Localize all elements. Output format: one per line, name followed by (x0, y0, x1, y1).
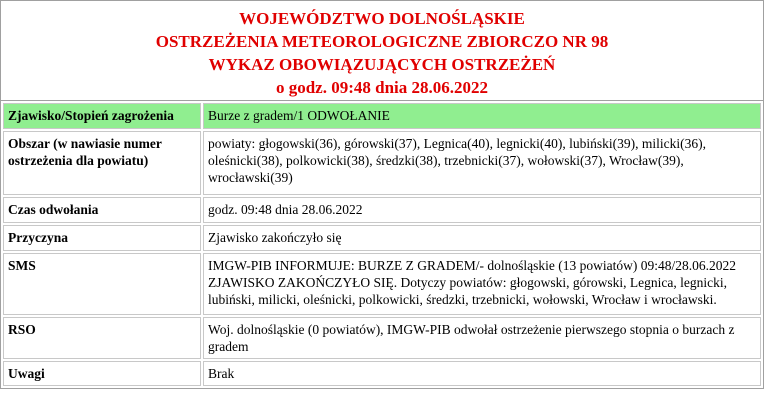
table-row (3, 225, 761, 251)
sms-label: SMS (3, 253, 201, 315)
area-label: Obszar (w nawiasie numer ostrzeżenia dla powiatu) (3, 131, 201, 195)
table-row (3, 197, 761, 223)
cancel-time-value: godz. 09:48 dnia 28.06.2022 (203, 197, 761, 223)
cancel-time-label: Czas odwołania (3, 197, 201, 223)
rso-value: Woj. dolnośląskie (0 powiatów), IMGW-PIB odwołał ostrzeżenie pierwszego stopnia o burzach z gradem (203, 317, 761, 359)
phenomenon-label: Zjawisko/Stopień zagrożenia (3, 103, 201, 129)
header-bulletin-number: OSTRZEŻENIA METEOROLOGICZNE ZBIORCZO NR 98 (155, 32, 609, 51)
warning-table (0, 100, 764, 389)
header-list-title: WYKAZ OBOWIĄZUJĄCYCH OSTRZEŻEŃ (208, 55, 556, 74)
table-row (3, 131, 761, 195)
remarks-label: Uwagi (3, 361, 201, 386)
area-value: powiaty: głogowski(36), górowski(37), Legnica(40), legnicki(40), lubiński(39), milicki(36), oleśnicki(38), polkowicki(38), średzki(38), trzebnicki(37), wołowski(37), Wrocław(39), wrocławski(39) (203, 131, 761, 195)
table-row (3, 253, 761, 315)
table-row (3, 103, 761, 129)
reason-label: Przyczyna (3, 225, 201, 251)
remarks-value: Brak (203, 361, 761, 386)
phenomenon-value: Burze z gradem/1 ODWOŁANIE (203, 103, 761, 129)
table-row (3, 361, 761, 386)
warning-header (0, 0, 764, 100)
header-region: WOJEWÓDZTWO DOLNOŚLĄSKIE (239, 9, 525, 28)
header-timestamp: o godz. 09:48 dnia 28.06.2022 (275, 78, 489, 97)
rso-label: RSO (3, 317, 201, 359)
table-row (3, 317, 761, 359)
sms-value: IMGW-PIB INFORMUJE: BURZE Z GRADEM/- dolnośląskie (13 powiatów) 09:48/28.06.2022 ZJAWISKO ZAKOŃCZYŁO SIĘ. Dotyczy powiatów: głogowski, górowski, Legnica, legnicki, lubiński, milicki, oleśnicki, polkowicki, średzki, trzebnicki, wołowski, Wrocław i wrocławski. (203, 253, 761, 315)
reason-value: Zjawisko zakończyło się (203, 225, 761, 251)
